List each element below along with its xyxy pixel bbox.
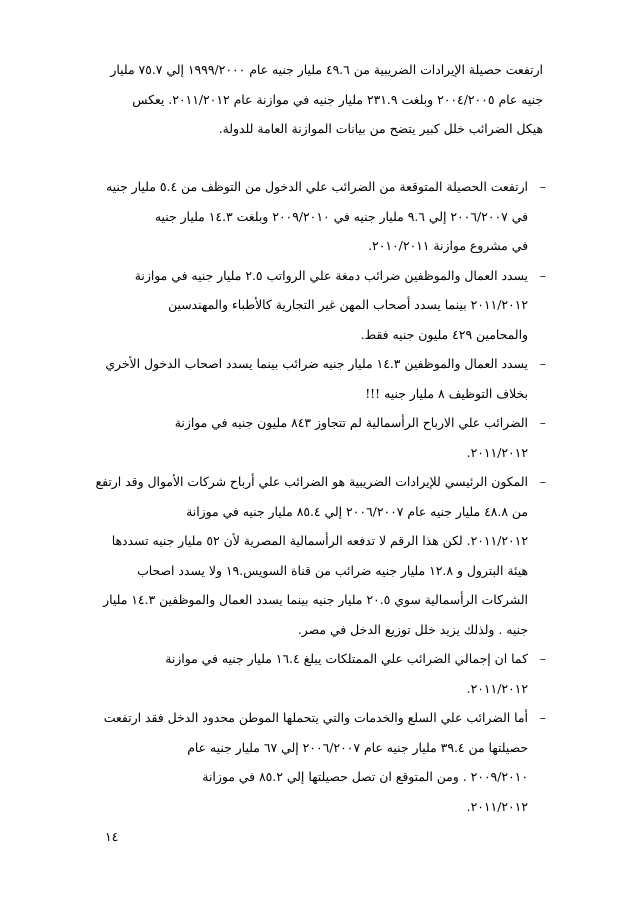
bullet-line: من ٤٨.٨ مليار جنيه عام ٢٠٠٦/٢٠٠٧ إلي ٨٥.٤ مليار جنيه في موزانة [186, 503, 528, 519]
bullet-line: في مشروع موازنة ٢٠١٠/٢٠١١. [368, 238, 528, 253]
bullet-item [92, 644, 546, 703]
dash-icon: – [539, 356, 546, 371]
bullet-line: يسدد العمال والموظفين ضرائب دمغة علي الرواتب ٢.٥ مليار جنيه في موازنة [134, 267, 528, 283]
intro-paragraph [95, 55, 543, 144]
bullet-line: ٢٠١١/٢٠١٢. [466, 680, 528, 696]
bullet-line: كما ان إجمالي الضرائب علي الممتلكات يبلغ ١٦.٤ مليار جنيه في موازنة [165, 651, 528, 666]
bullet-line: في ٢٠٠٦/٢٠٠٧ إلي ٩.٦ مليار جنيه في ٢٠٠٩/٢٠١٠ وبلغت ١٤.٣ مليار جنيه [154, 208, 528, 224]
bullet-item [92, 408, 546, 467]
dash-icon: – [539, 710, 546, 725]
bullet-line: والمحامين ٤٢٩ مليون جنيه فقط. [360, 326, 528, 342]
dash-icon: – [539, 415, 546, 430]
bullet-item [92, 172, 546, 261]
bullet-item [92, 261, 546, 350]
bullet-line: بخلاف التوظيف ٨ مليار جنيه !!! [365, 385, 528, 401]
bullet-line: أما الضرائب علي السلع والخدمات والتي يتحملها الموطن محدود الدخل فقد ارتفعت [103, 710, 528, 725]
intro-line: ارتفعت حصيلة الإيرادات الضريبية من ٤٩.٦ مليار جنيه عام ١٩٩٩/٢٠٠٠ إلي ٧٥.٧ مليار [110, 62, 543, 77]
dash-icon: – [539, 651, 546, 666]
bullet-line: ٢٠١١/٢٠١٢ بينما يسدد أصحاب المهن غير التجارية كالأطباء والمهندسين [168, 297, 528, 312]
intro-line: جنيه عام ٢٠٠٤/٢٠٠٥ وبلغت ٢٣١.٩ مليار جنيه في موازنة عام ٢٠١١/٢٠١٢. يعكس [132, 91, 543, 107]
bullet-item [92, 349, 546, 408]
bullet-line: جنيه . ولذلك يزيد خلل توزيع الدخل في مصر. [297, 621, 528, 637]
bullet-line: ٢٠١١/٢٠١٢. [466, 444, 528, 460]
bullet-list [92, 172, 546, 821]
page-number: ١٤ [105, 829, 119, 844]
bullet-line: الشركات الرأسمالية سوي ٢٠.٥ مليار جنيه بينما يسدد العمال والموظفين ١٤.٣ مليار [103, 592, 528, 607]
intro-line: هيكل الضرائب خلل كبير يتضح من بيانات الموازنة العامة للدولة. [218, 121, 543, 136]
bullet-line: حصيلتها من ٣٩.٤ مليار جنيه عام ٢٠٠٦/٢٠٠٧ إلي ٦٧ مليار جنيه عام [187, 739, 528, 755]
bullet-line: ٢٠١١/٢٠١٢. [466, 798, 528, 814]
bullet-line: ارتفعت الحصيلة المتوقعة من الضرائب علي الدخول من التوظف من ٥.٤ مليار جنيه [105, 179, 528, 194]
dash-icon: – [539, 474, 546, 489]
bullet-line: ٢٠٠٩/٢٠١٠ . ومن المتوقع ان تصل حصيلتها إلي ٨٥.٢ في موزانة [202, 769, 528, 784]
bullet-item [92, 703, 546, 821]
bullet-line: يسدد العمال والموظفين ١٤.٣ مليار جنيه ضرائب بينما يسدد اصحاب الدخول الأخري [105, 356, 528, 371]
bullet-item [92, 467, 546, 644]
bullet-line: ٢٠١١/٢٠١٢. لكن هذا الرقم لا تدفعه الرأسمالية المصرية لأن ٥٢ مليار جنيه تسددها [111, 533, 528, 548]
dash-icon: – [539, 267, 546, 283]
dash-icon: – [539, 179, 546, 194]
bullet-line: المكون الرئيسي للإيرادات الضريبية هو الضرائب علي أرباح شركات الأموال وقد ارتفع [95, 474, 528, 489]
bullet-line: هيئة البترول و ١٢.٨ مليار جنيه ضرائب من قناة السويس.١٩ ولا يسدد اصحاب [137, 562, 528, 578]
bullet-line: الضرائب علي الارباح الرأسمالية لم تتجاوز ٨٤٣ مليون جنيه في موازنة [174, 415, 528, 430]
